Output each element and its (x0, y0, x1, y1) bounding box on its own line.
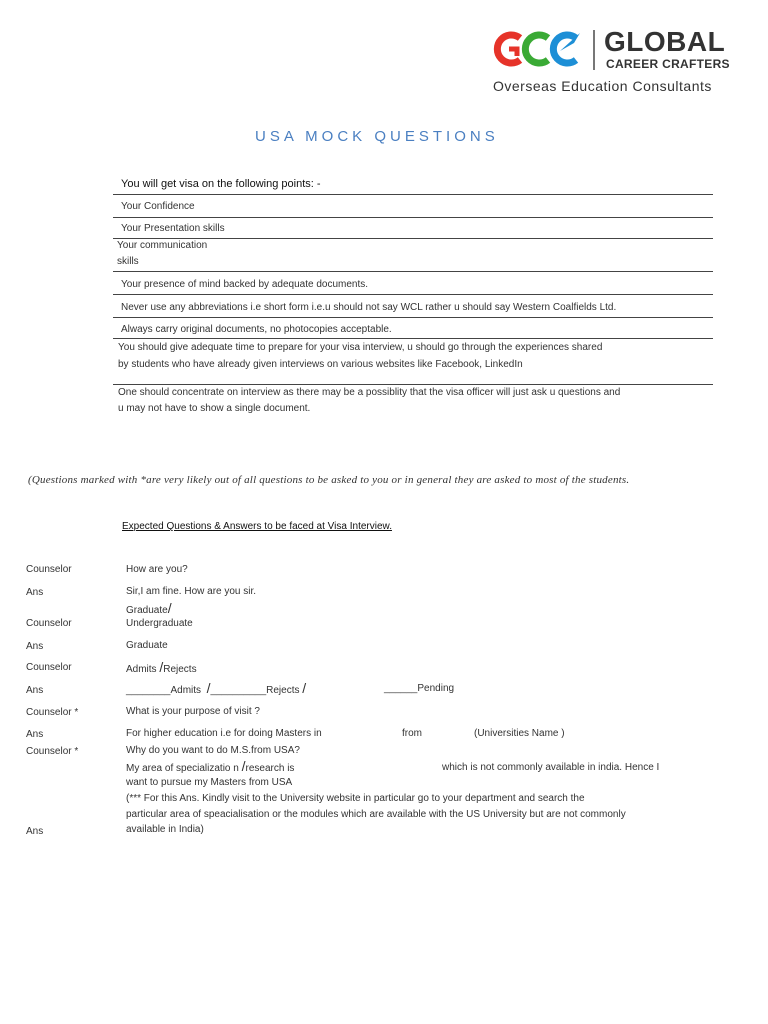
qa-question: How are you? (126, 564, 188, 575)
qa-question: Why do you want to do M.S.from USA? (126, 745, 300, 756)
qa-answer-from: from (402, 728, 422, 739)
qa-label: Ans (26, 826, 44, 837)
point-item: You should give adequate time to prepare for your visa interview, u should go through the experiences shared by students who have already given interviews on various websites like Facebook, LinkedIn (118, 342, 603, 370)
point-item: Your Presentation skills (121, 223, 225, 234)
qa-question: Undergraduate (126, 618, 193, 629)
qa-answer-pending: ______Pending (384, 683, 455, 694)
qa-label: Ans (26, 685, 44, 696)
qa-answer: Sir,I am fine. How are you sir. (126, 586, 257, 597)
point-item: Always carry original documents, no photocopies acceptable. (121, 324, 392, 335)
questions-note: (Questions marked with *are very likely out of all questions to be asked to you or in general they are asked to most of the students. (28, 474, 630, 486)
divider (113, 194, 713, 195)
brand-tagline: Overseas Education Consultants (493, 78, 712, 94)
qa-label: Ans (26, 587, 44, 598)
qa-label: Counselor * (26, 746, 79, 757)
qa-answer: available in India) (126, 824, 204, 835)
brand-subtitle: CAREER CRAFTERS (606, 57, 730, 71)
qa-answer: My area of specializatio n /research is (126, 758, 295, 774)
qa-label: Counselor (26, 564, 72, 575)
page-title: USA MOCK QUESTIONS (255, 128, 499, 145)
divider (113, 217, 713, 218)
brand-name: GLOBAL (604, 26, 726, 57)
qa-answer: (*** For this Ans. Kindly visit to the University website in particular go to your department and search the (126, 793, 585, 804)
qa-label: Counselor * (26, 707, 79, 718)
expected-heading: Expected Questions & Answers to be faced at Visa Interview. (122, 521, 392, 532)
qa-answer: want to pursue my Masters from USA (126, 777, 293, 788)
points-heading: You will get visa on the following points: - (121, 178, 321, 190)
qa-question: Graduate/ (126, 600, 172, 616)
point-item: Your presence of mind backed by adequate documents. (121, 279, 369, 290)
qa-label: Ans (26, 641, 44, 652)
divider (113, 271, 713, 272)
qa-label: Counselor (26, 618, 72, 629)
divider (113, 317, 713, 318)
gcc-logo-icon (490, 29, 582, 69)
point-item: Your Confidence (121, 201, 195, 212)
qa-label: Counselor (26, 662, 72, 673)
qa-answer-universities: (Universities Name ) (474, 728, 565, 739)
divider (113, 294, 713, 295)
qa-answer: ________Admits /__________Rejects / (126, 680, 307, 696)
qa-label: Ans (26, 729, 44, 740)
qa-answer: which is not commonly available in india. Hence I (442, 762, 660, 773)
qa-question: Admits /Rejects (126, 659, 197, 675)
qa-question: What is your purpose of visit ? (126, 706, 260, 717)
qa-answer: For higher education i.e for doing Masters in (126, 728, 322, 739)
point-item: Never use any abbreviations i.e short form i.e.u should not say WCL rather u should say Western Coalfields Ltd. (121, 302, 617, 313)
point-item: One should concentrate on interview as there may be a possiblity that the visa officer will just ask u questions and u may not have to show a single document. (118, 387, 621, 414)
point-item: Your communication skills (117, 240, 208, 267)
qa-answer: particular area of speacialisation or the modules which are available with the US University but are not commonly (126, 809, 626, 820)
qa-answer: Graduate (126, 640, 168, 651)
logo-divider (593, 30, 595, 70)
